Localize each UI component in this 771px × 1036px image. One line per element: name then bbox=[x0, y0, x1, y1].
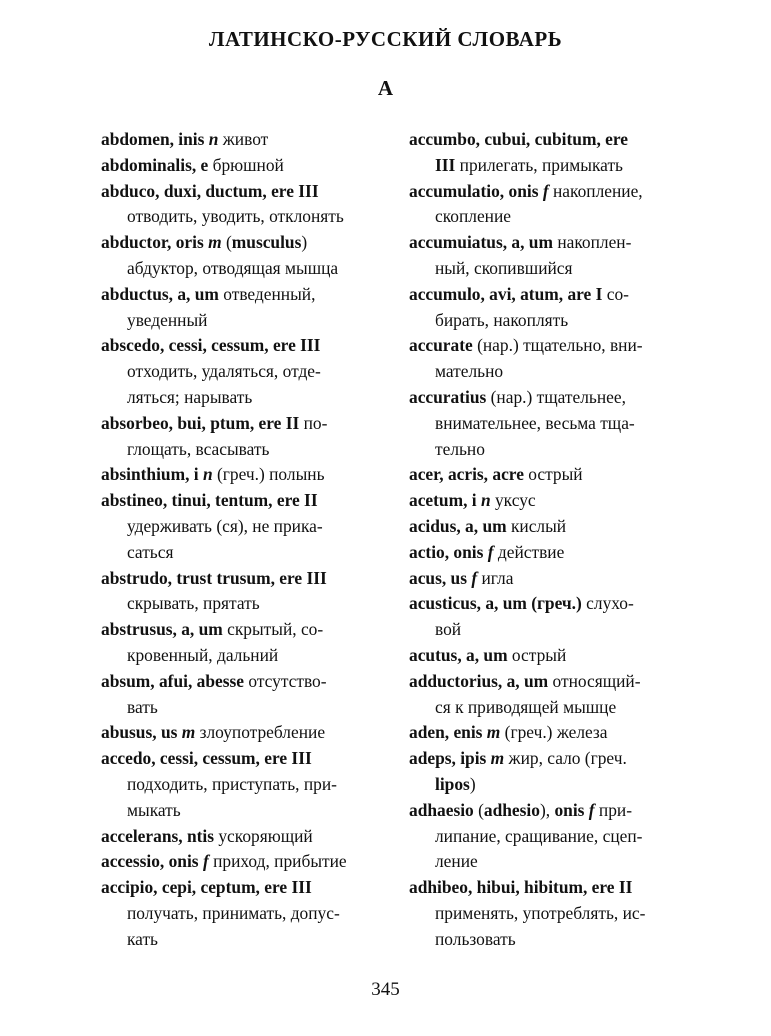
entry-headline bbox=[409, 669, 691, 695]
latin-term: abscedo, cessi, cessum, ere III bbox=[101, 335, 321, 356]
entry-headline bbox=[101, 566, 383, 592]
latin-term: adductorius, a, um bbox=[409, 670, 549, 691]
translation-text: скрытый, со- bbox=[222, 619, 324, 640]
entry-continuation bbox=[101, 643, 383, 669]
entry-headline bbox=[409, 746, 691, 772]
latin-term: accumuiatus, a, um bbox=[409, 232, 553, 253]
entry-continuation bbox=[101, 695, 383, 721]
entry-headline bbox=[409, 875, 691, 901]
translation-text: (нар.) тщательнее, bbox=[486, 386, 626, 407]
gender-marker: m bbox=[208, 232, 222, 253]
page-title: ЛАТИНСКО-РУССКИЙ СЛОВАРЬ bbox=[208, 27, 563, 51]
translation-text: отведенный, bbox=[218, 283, 316, 304]
entry-headline bbox=[409, 333, 691, 359]
latin-term: lipos bbox=[435, 773, 470, 794]
dictionary-entry bbox=[409, 488, 691, 514]
dictionary-entry bbox=[101, 153, 383, 179]
entry-continuation bbox=[409, 359, 691, 385]
translation-text: (греч.) полынь bbox=[212, 464, 325, 485]
entry-continuation bbox=[101, 308, 383, 334]
latin-term: III bbox=[435, 154, 456, 175]
translation-text: глощать, всасывать bbox=[127, 438, 270, 459]
entry-headline bbox=[409, 591, 691, 617]
entry-headline bbox=[101, 411, 383, 437]
dictionary-entry bbox=[409, 127, 691, 179]
translation-text: ляться; нарывать bbox=[127, 386, 253, 407]
dictionary-entry bbox=[409, 591, 691, 643]
latin-term: accumulo, avi, atum, are I bbox=[409, 283, 603, 304]
translation-text: кровенный, дальний bbox=[127, 644, 279, 665]
latin-term: aden, enis bbox=[409, 722, 487, 743]
dictionary-entry bbox=[101, 849, 383, 875]
dictionary-entry bbox=[409, 566, 691, 592]
entry-continuation bbox=[409, 153, 691, 179]
latin-term: acidus, a, um bbox=[409, 515, 507, 536]
dictionary-entry bbox=[101, 746, 383, 823]
translation-text: липание, сращивание, сцеп- bbox=[435, 825, 643, 846]
entry-headline bbox=[101, 153, 383, 179]
translation-text: уведенный bbox=[127, 309, 208, 330]
entry-headline bbox=[101, 669, 383, 695]
gender-marker: m bbox=[181, 722, 196, 743]
latin-term: accessio, onis bbox=[101, 851, 203, 872]
latin-term: accuratius bbox=[409, 386, 487, 407]
entry-continuation bbox=[409, 927, 691, 953]
latin-term: acer, acris, acre bbox=[409, 464, 524, 485]
latin-term: abductus, a, um bbox=[101, 283, 219, 304]
latin-term: absum, afui, abesse bbox=[101, 670, 245, 691]
dictionary-entry bbox=[101, 669, 383, 721]
entry-headline bbox=[101, 333, 383, 359]
dictionary-entry bbox=[409, 230, 691, 282]
translation-text: ся к приводящей мышце bbox=[435, 696, 617, 717]
latin-term: acetum, i bbox=[409, 490, 481, 511]
dictionary-entry bbox=[409, 875, 691, 952]
translation-text: ление bbox=[435, 851, 478, 872]
gender-marker: n bbox=[202, 464, 213, 485]
translation-text: отсутство- bbox=[244, 670, 327, 691]
entry-headline bbox=[409, 798, 691, 824]
gender-marker: n bbox=[208, 129, 219, 149]
entry-continuation bbox=[409, 849, 691, 875]
translation-text: (нар.) тщательно, вни- bbox=[472, 335, 643, 356]
entry-headline bbox=[101, 488, 383, 514]
translation-text: вой bbox=[435, 619, 462, 640]
latin-term: accipio, cepi, ceptum, ere III bbox=[101, 877, 312, 898]
translation-text: уксус bbox=[490, 490, 536, 511]
translation-text: кать bbox=[127, 928, 158, 949]
entry-headline bbox=[409, 514, 691, 540]
translation-text: относящий- bbox=[548, 670, 641, 691]
entry-continuation bbox=[101, 437, 383, 463]
latin-term: accedo, cessi, cessum, ere III bbox=[101, 748, 312, 769]
translation-text: скопление bbox=[435, 206, 512, 227]
dictionary-entry bbox=[409, 333, 691, 385]
entry-headline bbox=[101, 875, 383, 901]
latin-term: accumbo, cubui, cubitum, ere bbox=[409, 129, 628, 149]
section-letter: А bbox=[377, 76, 394, 100]
dictionary-entry bbox=[101, 462, 383, 488]
translation-text: жир, сало (греч. bbox=[504, 748, 627, 769]
entry-continuation bbox=[409, 695, 691, 721]
latin-term: abdominalis, e bbox=[101, 154, 209, 175]
translation-text: острый bbox=[523, 464, 583, 485]
entry-continuation bbox=[101, 385, 383, 411]
entry-headline bbox=[101, 127, 383, 153]
translation-text: тельно bbox=[435, 438, 485, 459]
latin-term: abstrudo, trust trusum, ere III bbox=[101, 567, 327, 588]
translation-text: накопление, bbox=[548, 180, 643, 201]
dictionary-entry bbox=[409, 720, 691, 746]
entry-headline bbox=[101, 462, 383, 488]
translation-text: ускоряющий bbox=[214, 825, 313, 846]
latin-term: accumulatio, onis bbox=[409, 180, 543, 201]
entry-headline bbox=[101, 179, 383, 205]
translation-text: накоплен- bbox=[552, 232, 632, 253]
translation-text: подходить, приступать, при- bbox=[127, 773, 337, 794]
translation-text: применять, употреблять, ис- bbox=[435, 902, 646, 923]
latin-term: musculus bbox=[231, 232, 302, 253]
entry-continuation bbox=[409, 824, 691, 850]
translation-text: внимательнее, весьма тща- bbox=[435, 412, 635, 433]
translation-text: бирать, накоплять bbox=[435, 309, 569, 330]
dictionary-entry bbox=[409, 462, 691, 488]
dictionary-entry bbox=[101, 230, 383, 282]
gender-marker: f bbox=[487, 541, 494, 562]
gender-marker: f bbox=[471, 567, 478, 588]
translation-text: живот bbox=[218, 129, 269, 149]
latin-term: acutus, a, um bbox=[409, 644, 508, 665]
translation-text: абдуктор, отводящая мышца bbox=[127, 257, 339, 278]
gender-marker: m bbox=[486, 722, 501, 743]
dictionary-entry bbox=[409, 643, 691, 669]
latin-term: abusus, us bbox=[101, 722, 182, 743]
entry-continuation bbox=[409, 308, 691, 334]
entry-headline bbox=[409, 462, 691, 488]
translation-text: саться bbox=[127, 541, 174, 562]
dictionary-entry bbox=[409, 385, 691, 462]
translation-text: слухо- bbox=[581, 593, 634, 614]
dictionary-entry bbox=[409, 179, 691, 231]
translation-text: приход, прибытие bbox=[208, 851, 347, 872]
entry-continuation bbox=[409, 772, 691, 798]
entry-continuation bbox=[409, 256, 691, 282]
dictionary-entry bbox=[409, 669, 691, 721]
translation-text: при- bbox=[594, 799, 633, 820]
translation-text: отходить, удаляться, отде- bbox=[127, 361, 321, 382]
gender-marker: n bbox=[480, 490, 491, 511]
page-number: 345 bbox=[371, 979, 400, 1000]
entry-headline bbox=[101, 746, 383, 772]
translation-text: кислый bbox=[506, 515, 567, 536]
dictionary-entry bbox=[101, 824, 383, 850]
left-column bbox=[101, 127, 383, 953]
latin-term: abduco, duxi, ductum, ere III bbox=[101, 180, 319, 201]
entry-continuation bbox=[101, 591, 383, 617]
translation-text: ), bbox=[539, 799, 555, 820]
latin-term: adhesio bbox=[483, 799, 540, 820]
entry-headline bbox=[409, 540, 691, 566]
latin-term: adeps, ipis bbox=[409, 748, 491, 769]
entry-continuation bbox=[101, 901, 383, 927]
entry-headline bbox=[101, 282, 383, 308]
translation-text: по- bbox=[299, 412, 328, 433]
translation-text: мыкать bbox=[127, 799, 181, 820]
latin-term: acus, us bbox=[409, 567, 472, 588]
dictionary-entry bbox=[101, 127, 383, 153]
entry-continuation bbox=[101, 772, 383, 798]
latin-term: accurate bbox=[409, 335, 473, 356]
entry-continuation bbox=[101, 798, 383, 824]
translation-text: получать, принимать, допус- bbox=[127, 902, 340, 923]
translation-text: ( bbox=[473, 799, 484, 820]
translation-text: со- bbox=[602, 283, 629, 304]
entry-continuation bbox=[101, 359, 383, 385]
dictionary-entry bbox=[409, 798, 691, 875]
entry-continuation bbox=[409, 411, 691, 437]
translation-text: вать bbox=[127, 696, 158, 717]
entry-continuation bbox=[101, 540, 383, 566]
translation-text: мательно bbox=[435, 361, 504, 382]
gender-marker: f bbox=[588, 799, 595, 820]
dictionary-entry bbox=[101, 720, 383, 746]
latin-term: adhaesio bbox=[409, 799, 474, 820]
entry-continuation bbox=[409, 204, 691, 230]
dictionary-entry bbox=[101, 282, 383, 334]
translation-text: острый bbox=[507, 644, 567, 665]
right-column bbox=[409, 127, 691, 953]
latin-term: absinthium, i bbox=[101, 464, 203, 485]
translation-text: ) bbox=[301, 232, 308, 253]
gender-marker: m bbox=[490, 748, 505, 769]
latin-term: abductor, oris bbox=[101, 232, 209, 253]
dictionary-entry bbox=[101, 333, 383, 410]
dictionary-entry bbox=[409, 746, 691, 798]
gender-marker: f bbox=[202, 851, 209, 872]
entry-headline bbox=[101, 230, 383, 256]
entry-headline bbox=[101, 720, 383, 746]
dictionary-entry bbox=[101, 411, 383, 463]
translation-text: удерживать (ся), не прика- bbox=[127, 515, 323, 536]
entry-headline bbox=[101, 824, 383, 850]
entry-headline bbox=[409, 282, 691, 308]
translation-text: прилегать, примыкать bbox=[455, 154, 623, 175]
entry-headline bbox=[101, 849, 383, 875]
translation-text: ) bbox=[469, 773, 476, 794]
dictionary-entry bbox=[409, 282, 691, 334]
entry-headline bbox=[409, 488, 691, 514]
entry-continuation bbox=[101, 927, 383, 953]
dictionary-entry bbox=[101, 488, 383, 565]
entry-continuation bbox=[101, 256, 383, 282]
entry-headline bbox=[409, 720, 691, 746]
translation-text: скрывать, прятать bbox=[127, 593, 260, 614]
translation-text: игла bbox=[477, 567, 514, 588]
dictionary-entry bbox=[101, 875, 383, 952]
dictionary-entry bbox=[409, 540, 691, 566]
translation-text: ный, скопившийся bbox=[435, 257, 573, 278]
dictionary-entry bbox=[409, 514, 691, 540]
latin-term: abstineo, tinui, tentum, ere II bbox=[101, 490, 318, 511]
gender-marker: f bbox=[542, 180, 549, 201]
entry-headline bbox=[409, 566, 691, 592]
latin-term: adhibeo, hibui, hibitum, ere II bbox=[409, 877, 633, 898]
entry-continuation bbox=[101, 204, 383, 230]
entry-headline bbox=[409, 230, 691, 256]
translation-text: отводить, уводить, отклонять bbox=[127, 206, 344, 227]
latin-term: abstrusus, a, um bbox=[101, 619, 223, 640]
entry-headline bbox=[409, 179, 691, 205]
entry-headline bbox=[409, 385, 691, 411]
translation-text: действие bbox=[493, 541, 565, 562]
translation-text: пользовать bbox=[435, 928, 516, 949]
entry-headline bbox=[409, 643, 691, 669]
entry-continuation bbox=[409, 617, 691, 643]
dictionary-entry bbox=[101, 617, 383, 669]
translation-text: злоупотребление bbox=[195, 722, 326, 743]
entry-headline bbox=[409, 127, 691, 153]
latin-term: abdomen, inis bbox=[101, 129, 209, 149]
translation-text: (греч.) железа bbox=[500, 722, 608, 743]
dictionary-entry bbox=[101, 566, 383, 618]
entry-continuation bbox=[101, 514, 383, 540]
latin-term: onis bbox=[554, 799, 589, 820]
translation-text: брюшной bbox=[208, 154, 284, 175]
entry-continuation bbox=[409, 901, 691, 927]
latin-term: actio, onis bbox=[409, 541, 488, 562]
translation-text: ( bbox=[221, 232, 232, 253]
entry-continuation bbox=[409, 437, 691, 463]
dictionary-entry bbox=[101, 179, 383, 231]
latin-term: acusticus, a, um (греч.) bbox=[409, 593, 582, 614]
latin-term: absorbeo, bui, ptum, ere II bbox=[101, 412, 300, 433]
entry-headline bbox=[101, 617, 383, 643]
latin-term: accelerans, ntis bbox=[101, 825, 215, 846]
